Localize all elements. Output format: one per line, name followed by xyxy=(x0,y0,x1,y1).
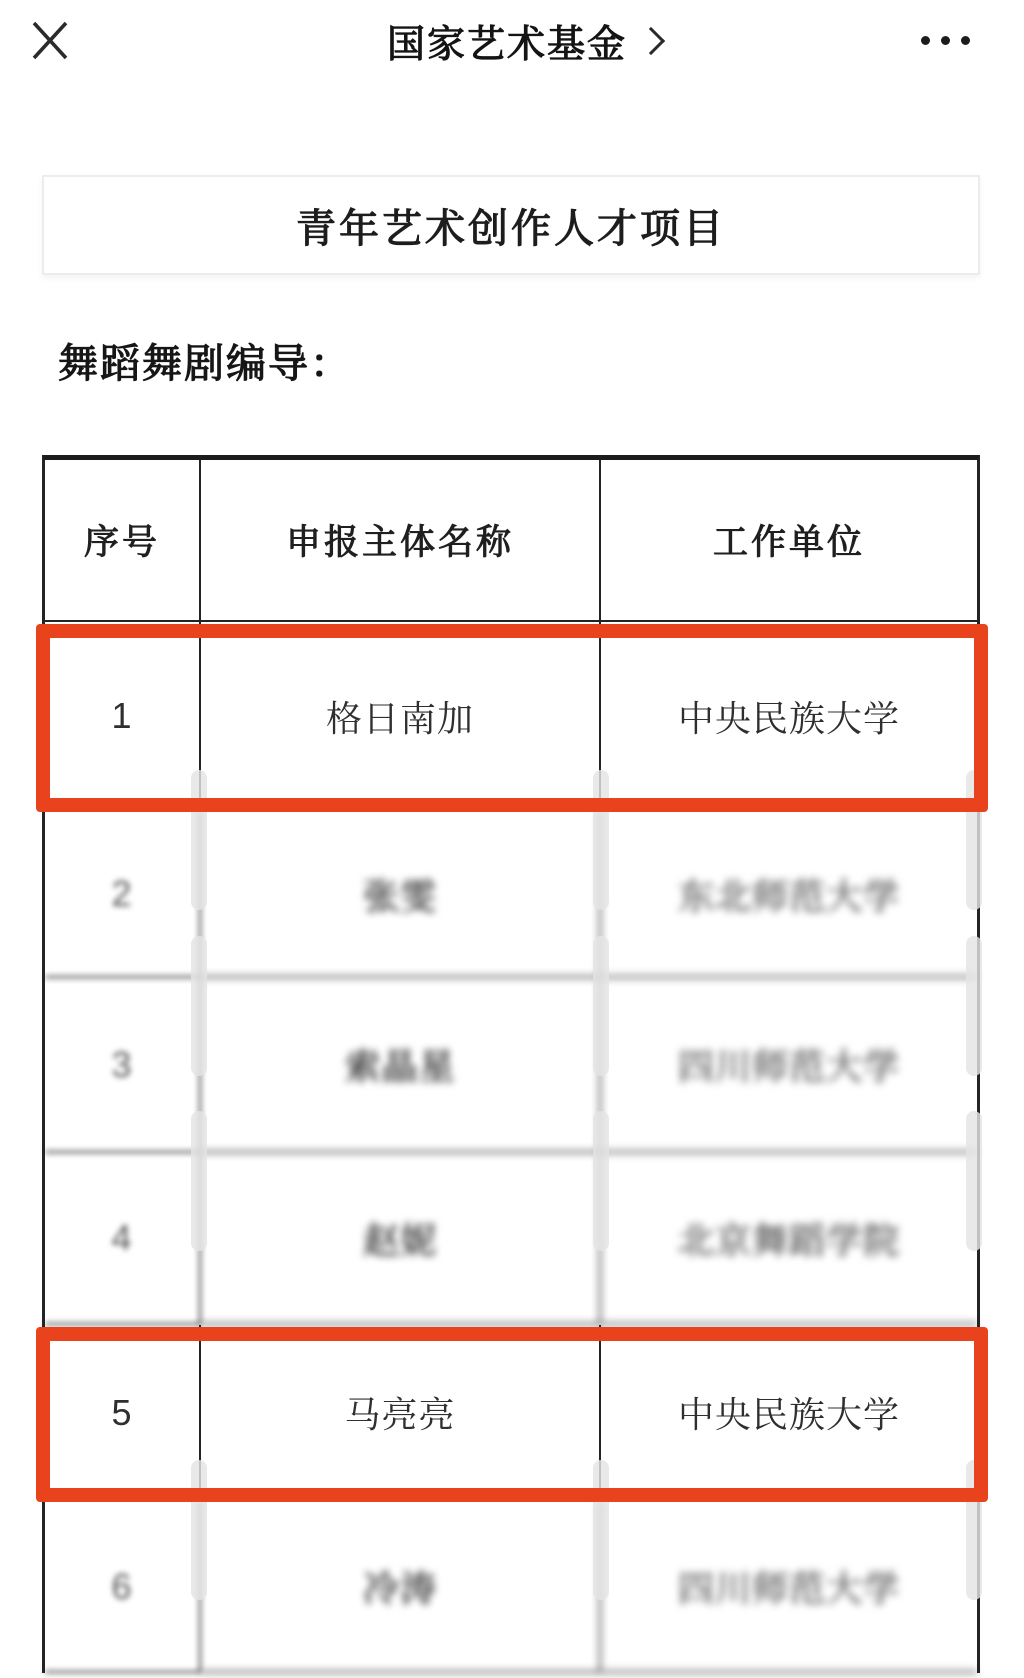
blur-artifact xyxy=(191,936,207,1076)
row-no: 5 xyxy=(45,1325,201,1502)
row-name: 张雯 xyxy=(201,812,601,978)
row-no: 2 xyxy=(45,812,201,978)
row-name: 赵妮 xyxy=(201,1153,601,1325)
top-bar xyxy=(0,0,1024,80)
row-no: 4 xyxy=(45,1153,201,1325)
blur-artifact xyxy=(191,1111,207,1251)
blur-artifact xyxy=(593,1111,609,1251)
header-cell-unit: 工作单位 xyxy=(601,460,977,622)
row-unit: 四川师范大学 xyxy=(601,1502,977,1673)
row-unit: 四川师范大学 xyxy=(601,978,977,1153)
more-menu-button[interactable] xyxy=(917,22,974,58)
row-name: 马亮亮 xyxy=(201,1325,601,1502)
row-name: 格日南加 xyxy=(201,622,601,812)
blur-artifact xyxy=(966,770,982,910)
blur-artifact xyxy=(966,1111,982,1251)
table-row xyxy=(45,1153,977,1325)
table-row xyxy=(45,622,977,812)
blur-artifact xyxy=(593,770,609,910)
banner-box xyxy=(42,175,980,275)
row-name: 索晶星 xyxy=(201,978,601,1153)
header-cell-name: 申报主体名称 xyxy=(201,460,601,622)
row-unit: 东北师范大学 xyxy=(601,812,977,978)
table-row xyxy=(45,812,977,978)
close-button[interactable] xyxy=(28,18,72,62)
more-dots-icon xyxy=(961,36,970,45)
results-table xyxy=(42,455,980,1673)
blur-artifact xyxy=(593,1460,609,1600)
blur-artifact xyxy=(191,1460,207,1600)
table-body xyxy=(45,622,977,1673)
close-icon xyxy=(30,20,70,60)
row-unit: 北京舞蹈学院 xyxy=(601,1153,977,1325)
account-title-link[interactable] xyxy=(387,0,661,80)
blur-artifact xyxy=(191,770,207,910)
page-title: 国家艺术基金 xyxy=(386,23,628,66)
more-dots-icon xyxy=(941,36,950,45)
chevron-right-icon xyxy=(637,27,665,55)
table-row xyxy=(45,978,977,1153)
row-name: 冷涛 xyxy=(201,1502,601,1673)
row-unit: 中央民族大学 xyxy=(601,622,977,812)
table-row xyxy=(45,1325,977,1502)
row-no: 1 xyxy=(45,622,201,812)
header-cell-no: 序号 xyxy=(45,460,201,622)
blur-artifact xyxy=(593,936,609,1076)
blur-artifact xyxy=(966,1460,982,1600)
more-dots-icon xyxy=(921,36,930,45)
table-header-row xyxy=(45,460,977,622)
row-unit: 中央民族大学 xyxy=(601,1325,977,1502)
section-heading: 舞蹈舞剧编导： xyxy=(58,342,352,386)
row-no: 3 xyxy=(45,978,201,1153)
table-row xyxy=(45,1502,977,1673)
banner-title: 青年艺术创作人才项目 xyxy=(296,206,726,251)
blur-artifact xyxy=(966,936,982,1076)
row-no: 6 xyxy=(45,1502,201,1673)
